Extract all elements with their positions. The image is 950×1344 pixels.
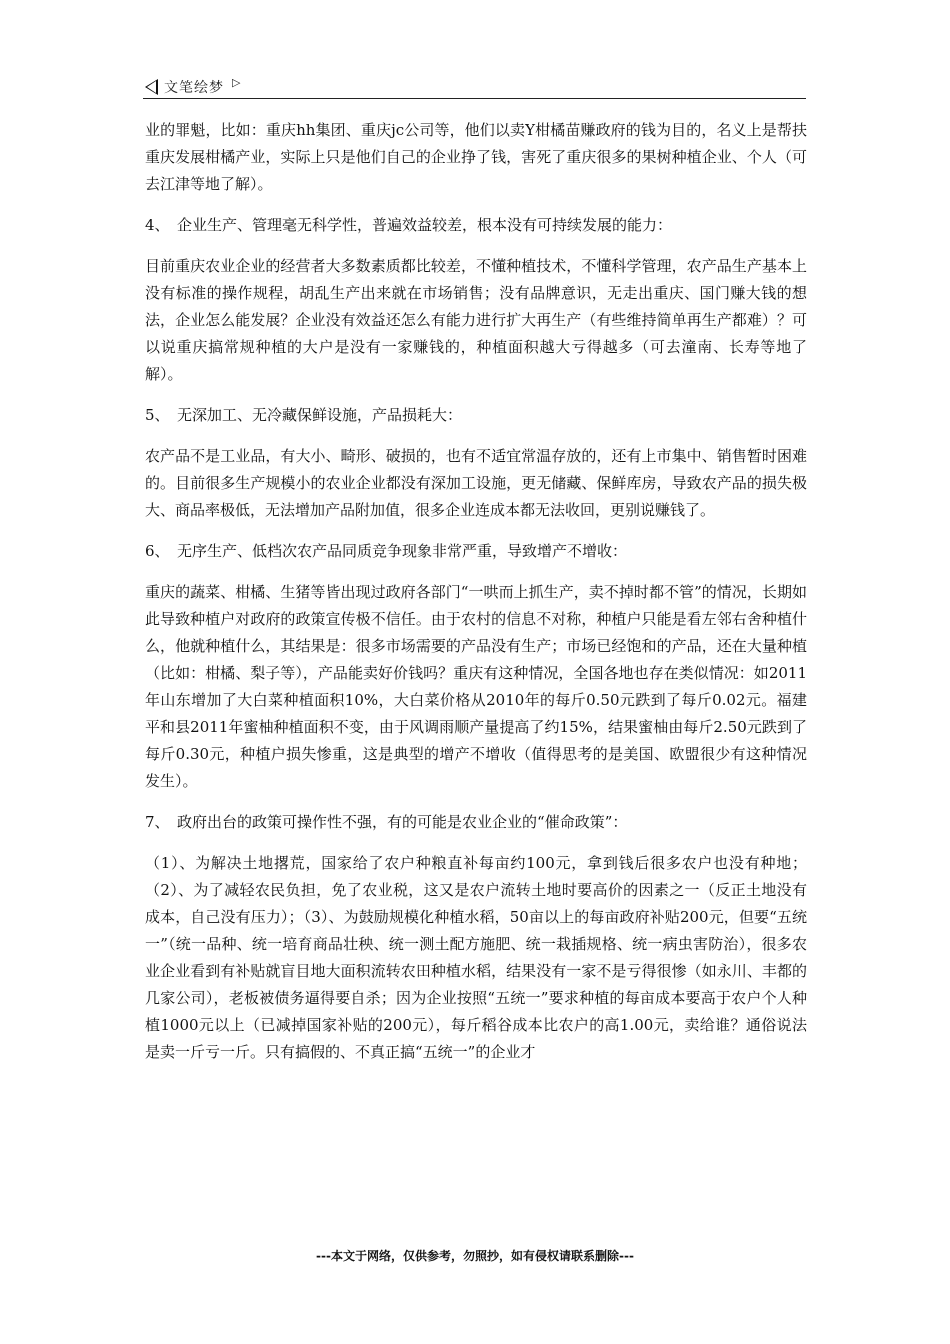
header-rule <box>143 98 806 99</box>
header-brand: 文笔绘梦 <box>164 80 224 96</box>
paragraph: （1）、为解决土地撂荒，国家给了农户种粮直补每亩约100元，拿到钱后很多农户也没有种地；（2）、为了减轻农民负担，免了农业税，这又是农户流转土地时要高价的因素之一（反正土地没有成本，自己没有压力）；（3）、为鼓励规模化种植水稻，50亩以上的每亩政府补贴200元，但要“五统一”（统一品种、统一培育商品壮秧、统一测土配方施肥、统一栽插规格、统一病虫害防治），很多农业企业看到有补贴就盲目地大面积流转农田种植水稻，结果没有一家不是亏得很惨（如永川、丰都的几家公司），老板被债务逼得要自杀；因为企业按照“五统一”要求种植的每亩成本要高于农户个人种植1000元以上（已减掉国家补贴的200元），每斤稻谷成本比农户的高1.00元，卖给谁？通俗说法是卖一斤亏一斤。只有搞假的、不真正搞“五统一”的企业才 <box>145 854 807 1061</box>
section-heading: 4、 企业生产、管理毫无科学性，普遍效益较差，根本没有可持续发展的能力： <box>145 216 673 234</box>
paragraph: 目前重庆农业企业的经营者大多数素质都比较差，不懂种植技术，不懂科学管理，农产品生产基本上没有标准的操作规程，胡乱生产出来就在市场销售；没有品牌意识，无走出重庆、国门赚大钱的想法，企业怎么能发展？企业没有效益还怎么有能力进行扩大再生产（有些维持简单再生产都难）？可以说重庆搞常规种植的大户是没有一家赚钱的，种植面积越大亏得越多（可去潼南、长寿等地了解）。 <box>145 257 807 383</box>
document-body <box>145 117 807 1080</box>
paragraph: 重庆的蔬菜、柑橘、生猪等皆出现过政府各部门“一哄而上抓生产，卖不掉时都不管”的情况，长期如此导致种植户对政府的政策宣传极不信任。由于农村的信息不对称，种植户只能是看左邻右舍种植什么，他就种植什么，其结果是：很多市场需要的产品没有生产；市场已经饱和的产品，还在大量种植（比如：柑橘、梨子等），产品能卖好价钱吗？重庆有这种情况，全国各地也存在类似情况：如2011年山东增加了大白菜种植面积10%，大白菜价格从2010年的每斤0.50元跌到了每斤0.02元。福建平和县2011年蜜柚种植面积不变，由于风调雨顺产量提高了约15%，结果蜜柚由每斤2.50元跌到了每斤0.30元，种植户损失惨重，这是典型的增产不增收（值得思考的是美国、欧盟很少有这种情况发生）。 <box>145 583 807 790</box>
section-heading: 7、 政府出台的政策可操作性不强，有的可能是农业企业的“催命政策”： <box>145 813 628 831</box>
section-heading: 5、 无深加工、无冷藏保鲜设施，产品损耗大： <box>145 406 463 424</box>
triangle-left-icon <box>145 79 158 95</box>
paragraph: 业的罪魁，比如：重庆hh集团、重庆jc公司等，他们以卖Y柑橘苗赚政府的钱为目的，名义上是帮扶重庆发展柑橘产业，实际上只是他们自己的企业挣了钱，害死了重庆很多的果树种植企业、个人（可去江津等地了解）。 <box>145 121 807 193</box>
footer-notice: ---本文于网络，仅供参考，勿照抄，如有侵权请联系删除--- <box>316 1249 634 1263</box>
paragraph: 农产品不是工业品，有大小、畸形、破损的，也有不适宜常温存放的，还有上市集中、销售暂时困难的。目前很多生产规模小的农业企业都没有深加工设施，更无储藏、保鲜库房，导致农产品的损失极大、商品率极低，无法增加产品附加值，很多企业连成本都无法收回，更别说赚钱了。 <box>145 447 807 519</box>
page-header <box>145 76 805 98</box>
triangle-right-icon: ▷ <box>232 76 241 89</box>
section-heading: 6、 无序生产、低档次农产品同质竞争现象非常严重，导致增产不增收： <box>145 542 628 560</box>
